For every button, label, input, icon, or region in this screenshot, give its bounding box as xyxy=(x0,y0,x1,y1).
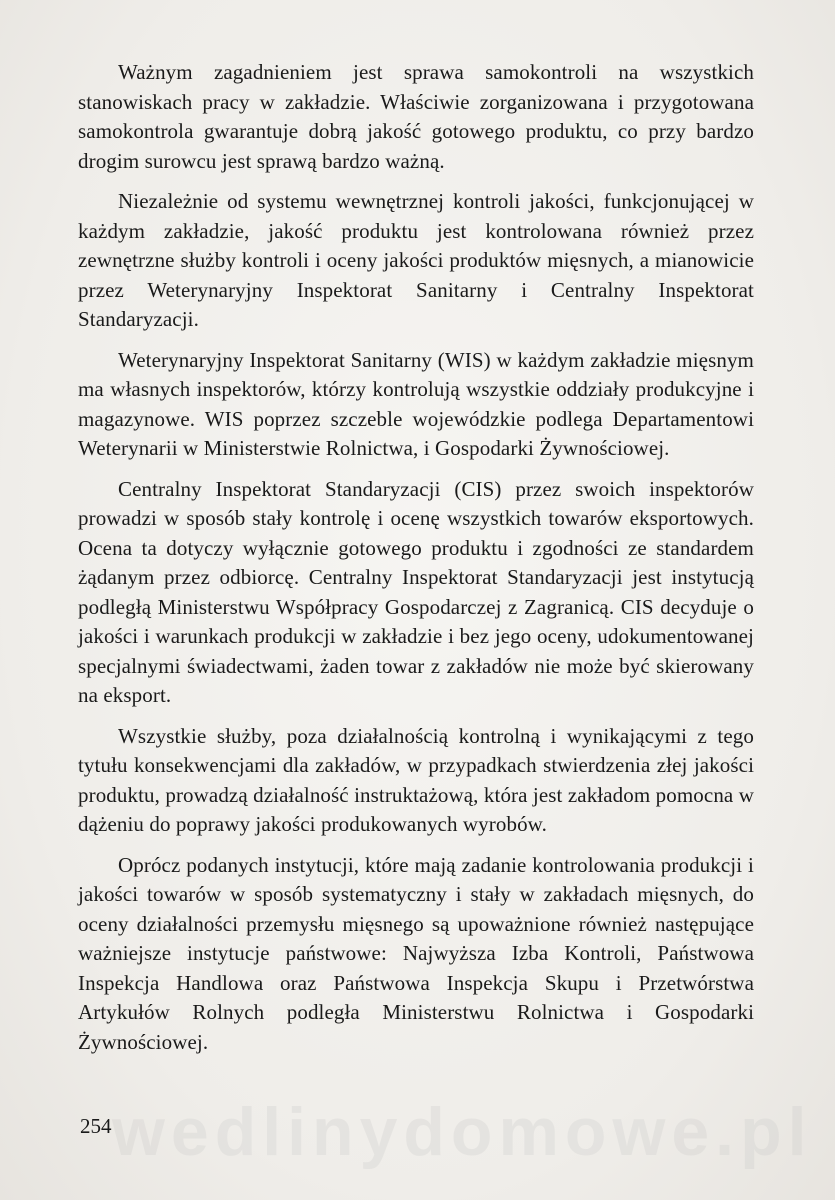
paragraph-other-institutions: Oprócz podanych instytucji, które mają zadanie kontrolowania produkcji i jakości towarów w sposób systematyczny i stały w zakładach mięsnych, do oceny działalności przemysłu mięsnego są upoważnione również następujące ważniejsze instytucje państwowe: Najwyższa Izba Kontroli, Państwowa Inspekcja Handlowa oraz Państwowa Inspekcja Skupu i Przetwórstwa Artykułów Rolnych podległa Ministerstwu Rolnictwa i Gospodarki Żywnościowej. xyxy=(78,852,754,1054)
paragraph-external-control: Niezależnie od systemu wewnętrznej kontroli jakości, funkcjonującej w każdym zakładzie, jakość produktu jest kontrolowana również przez zewnętrzne służby kontroli i oceny jakości produktów mięsnych, a mianowicie przez Weterynaryjny Inspektorat Sanitarny i Centralny Inspektorat Standaryzacji. xyxy=(78,189,754,331)
paragraph-self-control: Ważnym zagadnieniem jest sprawa samokontroli na wszystkich stanowiskach pracy w zakładzie. Właściwie zorganizowana i przygotowana samokontrola gwarantuje dobrą jakość gotowego produktu, co przy bardzo drogim surowcu jest sprawą bardzo ważną. xyxy=(78,60,754,173)
watermark: wedlinydomowe.pl xyxy=(112,1094,813,1170)
body-text xyxy=(78,58,754,1068)
paragraph-services: Wszystkie służby, poza działalnością kontrolną i wynikającymi z tego tytułu konsekwencjami dla zakładów, w przypadkach stwierdzenia złej jakości produktu, prowadzą działalność instruktażową, która jest zakładom pomocna w dążeniu do poprawy jakości produkowanych wyrobów. xyxy=(78,723,754,836)
paragraph-cis: Centralny Inspektorat Standaryzacji (CIS) przez swoich inspektorów prowadzi w sposób stały kontrolę i ocenę wszystkich towarów eksportowych. Ocena ta dotyczy wyłącznie gotowego produktu i zgodności ze standardem żądanym przez odbiorcę. Centralny Inspektorat Standaryzacji jest instytucją podległą Ministerstwu Współpracy Gospodarczej z Zagranicą. CIS decyduje o jakości i warunkach produkcji w zakładzie i bez jego oceny, udokumentowanej specjalnymi świadectwami, żaden towar z zakładów nie może być skierowany na eksport. xyxy=(78,476,754,707)
paragraph-wis: Weterynaryjny Inspektorat Sanitarny (WIS) w każdym zakładzie mięsnym ma własnych inspektorów, którzy kontrolują wszystkie oddziały produkcyjne i magazynowe. WIS poprzez szczeble wojewódzkie podlega Departamentowi Weterynarii w Ministerstwie Rolnictwa, i Gospodarki Żywnościowej. xyxy=(78,347,754,460)
page-number: 254 xyxy=(80,1114,112,1138)
